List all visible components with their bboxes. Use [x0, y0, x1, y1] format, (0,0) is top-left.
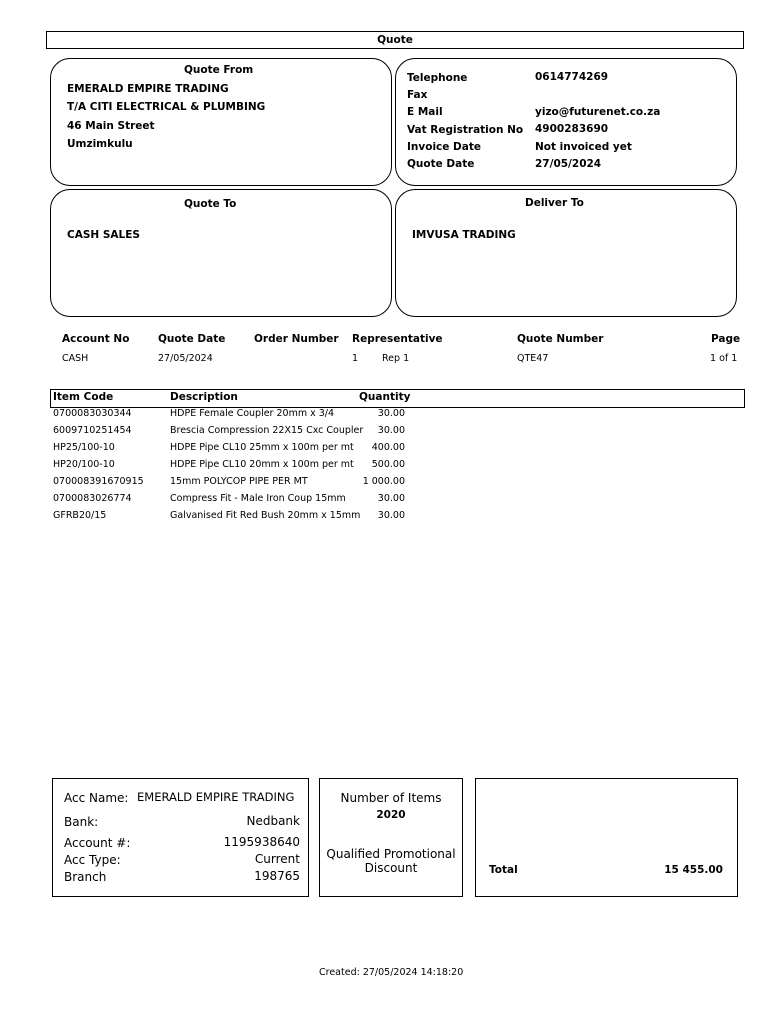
page-value: 1 of 1	[710, 353, 738, 364]
quote-from-label: Quote From	[184, 64, 254, 76]
deliver-to-label: Deliver To	[525, 197, 584, 209]
fax-label: Fax	[407, 89, 428, 101]
number-of-items-value: 2020	[376, 809, 406, 821]
telephone-value: 0614774269	[535, 71, 609, 83]
representative-label: Representative	[352, 333, 443, 345]
account-number-label: Account #:	[64, 836, 131, 850]
vat-value: 4900283690	[535, 123, 609, 135]
description-header: Description	[170, 391, 238, 403]
rep-number: 1	[352, 353, 359, 364]
quote-number-label: Quote Number	[517, 333, 604, 345]
item-quantity: 400.00	[371, 442, 405, 453]
header-quote-date-label: Quote Date	[158, 333, 226, 345]
town: Umzimkulu	[67, 138, 133, 150]
acc-type-value: Current	[254, 852, 300, 866]
vat-label: Vat Registration No	[407, 124, 524, 136]
telephone-label: Telephone	[407, 72, 468, 84]
invoice-date-value: Not invoiced yet	[535, 141, 632, 153]
quote-number-value: QTE47	[517, 353, 549, 364]
item-code: HP25/100-10	[53, 442, 115, 453]
item-quantity: 30.00	[377, 510, 405, 521]
deliver-to-name: IMVUSA TRADING	[412, 229, 516, 241]
quote-to-label: Quote To	[184, 198, 237, 210]
item-quantity: 500.00	[371, 459, 405, 470]
item-description: HDPE Pipe CL10 25mm x 100m per mt	[170, 442, 354, 453]
email-value: yizo@futurenet.co.za	[535, 106, 661, 118]
quote-date-value: 27/05/2024	[535, 158, 602, 170]
acc-name-label: Acc Name:	[64, 791, 129, 805]
item-code: GFRB20/15	[53, 510, 107, 521]
promo-discount-label: Qualified Promotional Discount	[326, 847, 456, 875]
item-description: Brescia Compression 22X15 Cxc Coupler	[170, 425, 364, 436]
item-description: HDPE Pipe CL10 20mm x 100m per mt	[170, 459, 354, 470]
item-code: 070008391670915	[53, 476, 144, 487]
item-description: Compress Fit - Male Iron Coup 15mm	[170, 493, 346, 504]
item-code: 6009710251454	[53, 425, 132, 436]
trading-as: T/A CITI ELECTRICAL & PLUMBING	[67, 101, 266, 113]
item-quantity: 1 000.00	[362, 476, 405, 487]
invoice-date-label: Invoice Date	[407, 141, 481, 153]
total-box	[475, 778, 738, 897]
header-quote-date-value: 27/05/2024	[158, 353, 213, 364]
item-description: HDPE Female Coupler 20mm x 3/4	[170, 408, 335, 419]
branch-label: Branch	[64, 870, 107, 884]
items-table-header	[50, 389, 745, 408]
item-description: 15mm POLYCOP PIPE PER MT	[170, 476, 308, 487]
item-code: HP20/100-10	[53, 459, 115, 470]
account-no-label: Account No	[62, 333, 130, 345]
acc-name-value: EMERALD EMPIRE TRADING	[137, 790, 295, 804]
rep-name: Rep 1	[382, 353, 410, 364]
account-number-value: 1195938640	[223, 835, 300, 849]
quantity-header: Quantity	[359, 391, 411, 403]
email-label: E Mail	[407, 106, 443, 118]
bank-label: Bank:	[64, 815, 99, 829]
item-quantity: 30.00	[377, 493, 405, 504]
account-no-value: CASH	[62, 353, 89, 364]
number-of-items-label: Number of Items	[340, 791, 442, 805]
summary-box	[319, 778, 463, 897]
quote-to-name: CASH SALES	[67, 229, 140, 241]
acc-type-label: Acc Type:	[64, 853, 121, 867]
branch-value: 198765	[254, 869, 300, 883]
quote-date-label: Quote Date	[407, 158, 475, 170]
document-title: Quote	[46, 31, 744, 49]
item-code-header: Item Code	[53, 391, 114, 403]
order-number-label: Order Number	[254, 333, 339, 345]
created-timestamp: Created: 27/05/2024 14:18:20	[319, 967, 464, 978]
item-description: Galvanised Fit Red Bush 20mm x 15mm	[170, 510, 361, 521]
total-label: Total	[489, 864, 518, 876]
item-quantity: 30.00	[377, 425, 405, 436]
bank-value: Nedbank	[246, 814, 300, 828]
total-value: 15 455.00	[664, 864, 723, 876]
item-quantity: 30.00	[377, 408, 405, 419]
page-label: Page	[711, 333, 741, 345]
item-code: 0700083030344	[53, 408, 132, 419]
street-address: 46 Main Street	[67, 120, 155, 132]
bank-details-box	[52, 778, 309, 897]
company-name: EMERALD EMPIRE TRADING	[67, 83, 229, 95]
item-code: 0700083026774	[53, 493, 132, 504]
